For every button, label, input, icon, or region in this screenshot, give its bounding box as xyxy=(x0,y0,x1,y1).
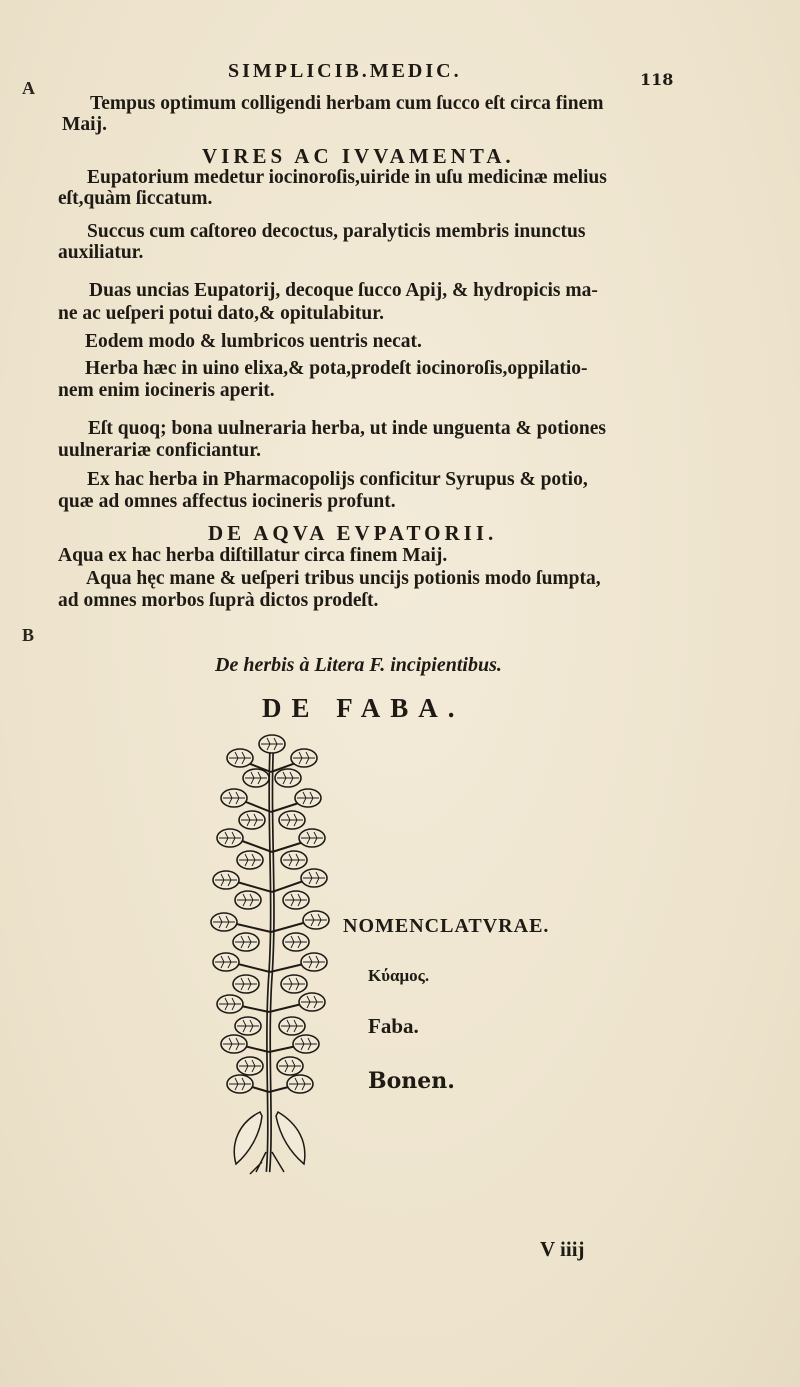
greek-name: Κύαμος. xyxy=(368,966,430,985)
margin-mark-a: A xyxy=(22,78,35,98)
vires-paragraph-line: ne ac ueſperi potui dato,& opitulabitur. xyxy=(58,303,384,324)
folio-number: 118 xyxy=(640,70,674,89)
running-title: SIMPLICIB.MEDIC. xyxy=(228,60,462,82)
vires-paragraph-line: auxiliatur. xyxy=(58,242,144,263)
vires-paragraph-line: uulnerariæ conficiantur. xyxy=(58,440,261,461)
vires-paragraph-line: nem enim iocineris aperit. xyxy=(58,380,275,401)
section-note: De herbis à Litera F. incipientibus. xyxy=(215,654,502,676)
vires-paragraph-line: Duas uncias Eupatorij, decoque ſucco Apij, & hydropicis ma- xyxy=(89,280,598,301)
margin-mark-b: B xyxy=(22,625,35,645)
vires-paragraph-line: eſt,quàm ſiccatum. xyxy=(58,188,213,209)
faba-plant-woodcut xyxy=(200,732,340,1177)
aqua-line: ad omnes morbos ſuprà dictos prodeſt. xyxy=(58,590,379,611)
aqua-heading: DE AQVA EVPATORII. xyxy=(208,521,498,545)
vires-paragraph-line: quæ ad omnes affectus iocineris profunt. xyxy=(58,491,396,512)
faba-title: DE FABA. xyxy=(262,693,465,723)
aqua-line: Aqua hęc mane & ueſperi tribus uncijs potionis modo ſumpta, xyxy=(86,568,601,589)
vires-paragraph-line: Eſt quoq; bona uulneraria herba, ut inde unguenta & potiones xyxy=(88,418,606,439)
intro-line-1: Tempus optimum colligendi herbam cum ſucco eſt circa finem xyxy=(90,93,604,114)
vires-paragraph-line: Succus cum caſtoreo decoctus, paralyticis membris inunctus xyxy=(87,221,586,242)
german-name: Bonen. xyxy=(368,1068,455,1094)
vires-paragraph-line: Ex hac herba in Pharmacopolijs conficitur Syrupus & potio, xyxy=(87,469,588,490)
intro-line-2: Maij. xyxy=(62,114,107,135)
vires-heading: VIRES AC IVVAMENTA. xyxy=(202,144,515,168)
signature-mark: V iiij xyxy=(540,1237,585,1261)
nomenclature-heading: NOMENCLATVRAE. xyxy=(343,915,550,937)
aqua-line: Aqua ex hac herba diſtillatur circa finem Maij. xyxy=(58,545,448,566)
vires-paragraph-line: Eodem modo & lumbricos uentris necat. xyxy=(85,331,422,352)
vires-paragraph-line: Herba hæc in uino elixa,& pota,prodeſt iocinoroſis,oppilatio- xyxy=(85,358,588,379)
vires-paragraph-line: Eupatorium medetur iocinoroſis,uiride in uſu medicinæ melius xyxy=(87,167,607,188)
latin-name: Faba. xyxy=(368,1014,419,1038)
